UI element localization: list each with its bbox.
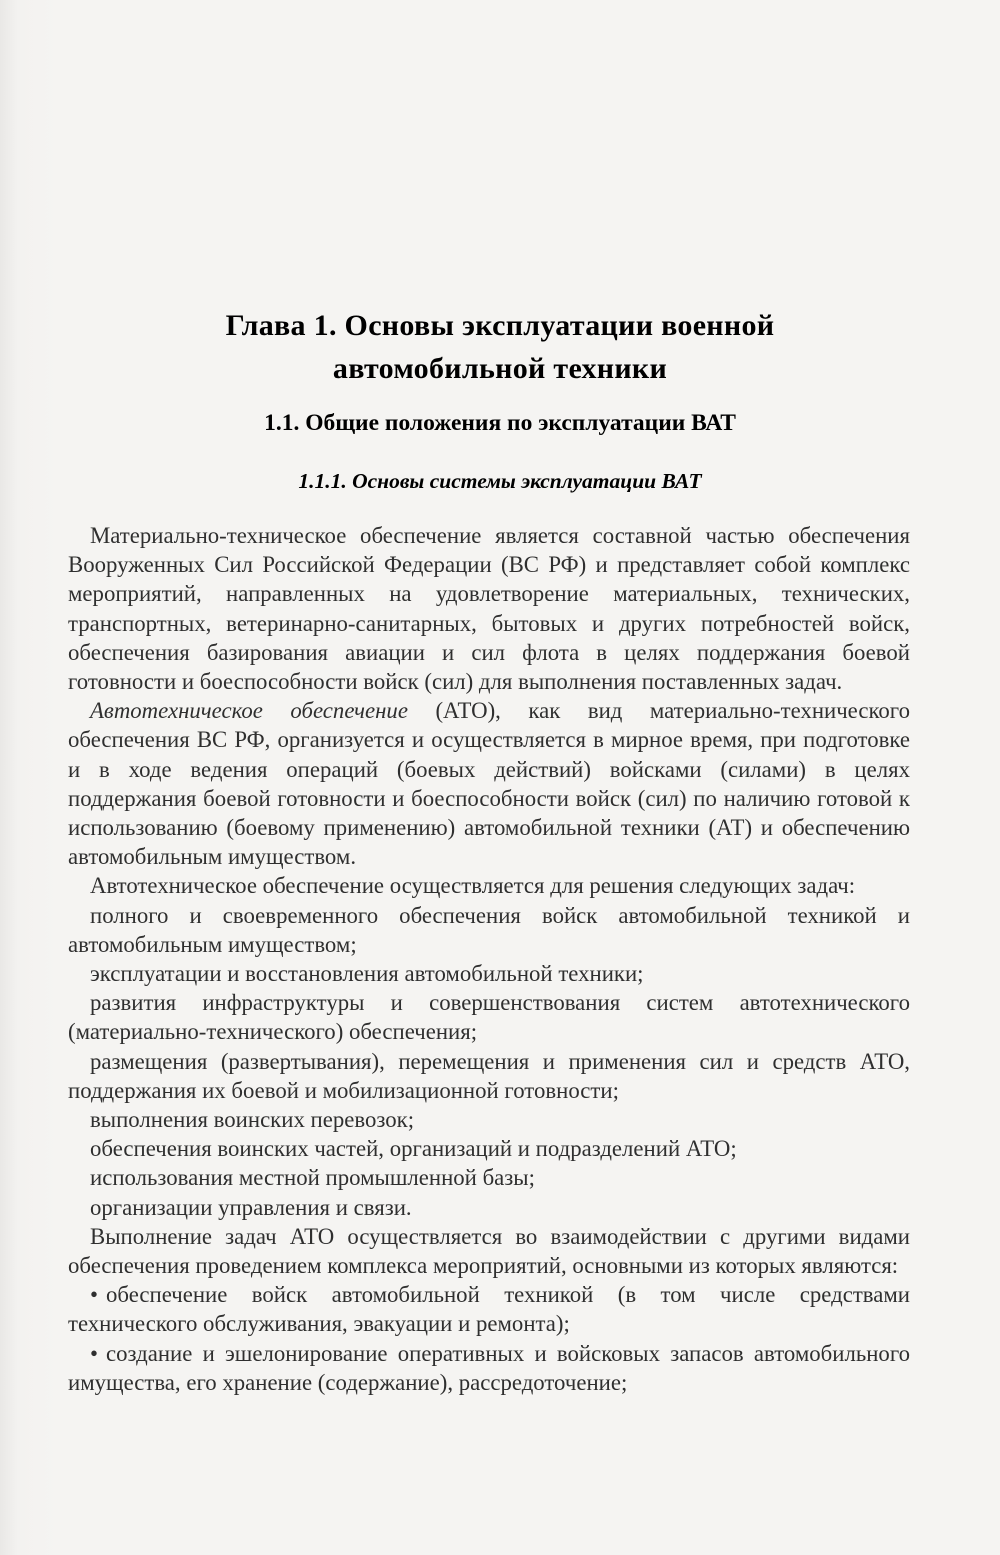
- chapter-title-line-2: автомобильной техники: [332, 352, 668, 385]
- task-item-1: полного и своевременного обеспечения войск автомобильной техникой и автомобильным имуществом;: [68, 902, 910, 957]
- task-item-5: выполнения воинских перевозок;: [90, 1107, 415, 1133]
- paragraph-3: Автотехническое обеспечение осуществляется для решения следующих задач:: [90, 873, 856, 899]
- bullet-item-2: [68, 1339, 910, 1397]
- bullet-icon: •: [90, 1282, 98, 1308]
- bullet-icon: •: [90, 1340, 98, 1366]
- chapter-title: [120, 304, 880, 390]
- chapter-title-line-1: Глава 1. Основы эксплуатации военной: [225, 309, 775, 342]
- task-item-8: организации управления и связи.: [90, 1194, 412, 1220]
- body-text: [68, 521, 910, 1397]
- bullet-item-1-text: обеспечение войск автомобильной техникой (в том числе средствами технического обслуживания, эвакуации и ремонта);: [68, 1282, 910, 1337]
- bullet-item-2-text: создание и эшелонирование оперативных и войсковых запасов автомобильного имущества, его хранение (содержание), рассредоточение;: [68, 1340, 910, 1395]
- paragraph-2: [68, 696, 910, 871]
- task-item-3: развития инфраструктуры и совершенствования систем автотехнического (материально-технического) обеспечения;: [68, 990, 910, 1045]
- section-title: 1.1. Общие положения по эксплуатации ВАТ: [264, 410, 736, 436]
- paragraph-4: Выполнение задач АТО осуществляется во взаимодействии с другими видами обеспечения проведением комплекса мероприятий, основными из которых являются:: [68, 1223, 910, 1279]
- term-ato: Автотехническое обеспечение: [90, 698, 408, 724]
- subsection-title: 1.1.1. Основы системы эксплуатации ВАТ: [298, 469, 702, 493]
- task-item-2: эксплуатации и восстановления автомобильной техники;: [90, 961, 644, 987]
- task-item-6: обеспечения воинских частей, организаций и подразделений АТО;: [90, 1136, 737, 1162]
- task-item-4: размещения (развертывания), перемещения и применения сил и средств АТО, поддержания их боевой и мобилизационной готовности;: [68, 1048, 910, 1103]
- paragraph-1: Материально-техническое обеспечение является составной частью обеспечения Вооруженных Сил Российской Федерации (ВС РФ) и представляет собой комплекс мероприятий, направленных на удовлетворение материальных, технических, транспортных, ветеринарно-санитарных, бытовых и других потребностей войск, обеспечения базирования авиации и сил флота в целях поддержания боевой готовности и боеспособности войск (сил) для выполнения поставленных задач.: [68, 523, 910, 695]
- task-item-7: использования местной промышленной базы;: [90, 1165, 535, 1191]
- bullet-item-1: [68, 1280, 910, 1338]
- paragraph-2-rest: (АТО), как вид материально-технического обеспечения ВС РФ, организуется и осуществляется в мирное время, при подготовке и в ходе ведения операций (боевых действий) войсками (силами) в целях поддержания боевой готовности и боеспособности войск (сил) по наличию готовой к использованию (боевому применению) автомобильной техники (АТ) и обеспечению автомобильным имуществом.: [68, 698, 910, 870]
